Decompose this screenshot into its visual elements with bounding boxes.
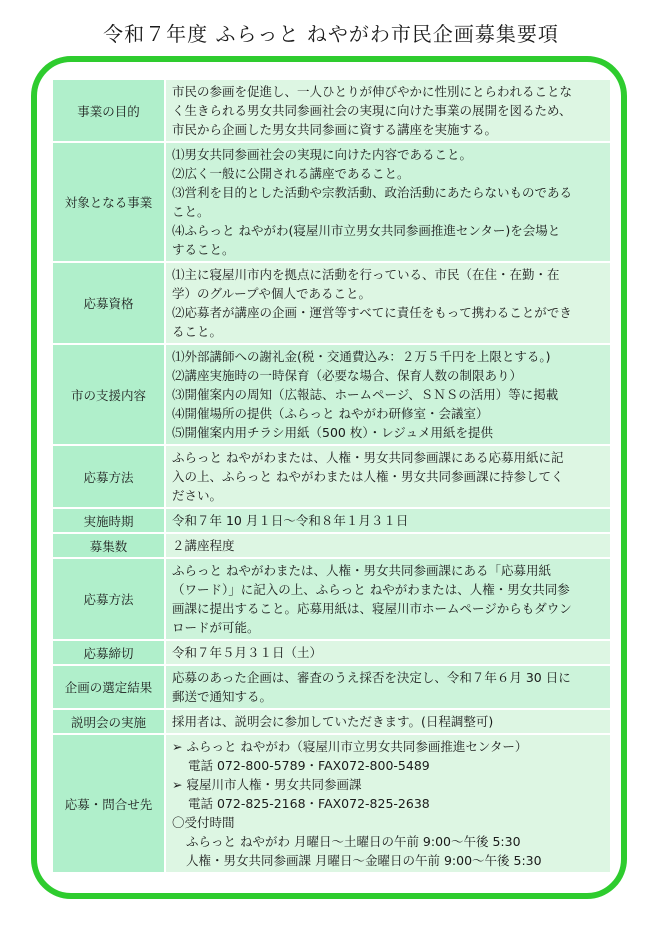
content-line: ⑴男女共同参画社会の実現に向けた内容であること。: [172, 147, 473, 162]
guidelines-table: [53, 78, 610, 874]
content-line: 令和７年 10 月１日～令和８年１月３１日: [172, 513, 409, 528]
content-line: ⑵講座実施時の一時保育（必要な場合、保育人数の制限あり）: [172, 368, 523, 383]
contact-org1-tel: 電話 072-800-5789・FAX072-800-5489: [188, 758, 430, 773]
content-line: ⑶営利を目的とした活動や宗教活動、政治活動にあたらないものである: [172, 185, 573, 200]
content-line: ⑶開催案内の周知（広報誌、ホームページ、ＳＮＳの活用）等に掲載: [172, 387, 559, 402]
content-line: ふらっと ねやがわまたは、人権・男女共同参画課にある応募用紙に記: [172, 450, 564, 465]
table-row: [53, 345, 610, 444]
content-line: ふらっと ねやがわまたは、人権・男女共同参画課にある「応募用紙: [172, 563, 551, 578]
content-line: ⑵応募者が講座の企画・運営等すべてに責任をもって携わることができ: [172, 305, 572, 320]
row-content: [166, 263, 610, 343]
table-row: [53, 263, 610, 343]
row-heading: 募集数: [53, 534, 166, 557]
row-content: [166, 446, 610, 507]
row-heading: 実施時期: [53, 509, 166, 532]
table-row: [53, 710, 610, 733]
content-line: 応募のあった企画は、審査のうえ採否を決定し、令和７年６月 30 日に: [172, 670, 571, 685]
content-line: ⑵広く一般に公開される講座であること。: [172, 166, 410, 181]
table-row: [53, 559, 610, 639]
content-line: 市民の参画を促進し、一人ひとりが伸びやかに性別にとらわれることな: [172, 84, 573, 99]
hours-city: 人権・男女共同参画課 月曜日～金曜日の午前 9:00～午後 5:30: [186, 853, 542, 868]
row-heading: 対象となる事業: [53, 143, 166, 261]
content-line: く生きられる男女共同参画社会の実現に向けた事業の展開を図るため、: [172, 103, 572, 118]
content-line: ⑷ふらっと ねやがわ(寝屋川市立男女共同参画推進センター)を会場と: [172, 223, 561, 238]
content-line: ださい。: [172, 488, 223, 503]
table-row-contact: [53, 735, 610, 872]
content-line: すること。: [172, 242, 235, 257]
content-line: 郵送で通知する。: [172, 689, 273, 704]
table-row: [53, 80, 610, 141]
content-line: 市民から企画した男女共同参画に資する講座を実施する。: [172, 122, 498, 137]
row-content: [166, 345, 610, 444]
content-line: 入の上、ふらっと ねやがわまたは人権・男女共同参画課に持参してく: [172, 469, 564, 484]
row-heading: 説明会の実施: [53, 710, 166, 733]
row-heading: 応募方法: [53, 446, 166, 507]
table-row: [53, 534, 610, 557]
row-content: [166, 641, 610, 664]
row-content: [166, 80, 610, 141]
content-line: 採用者は、説明会に参加していただきます。(日程調整可): [172, 714, 494, 729]
row-content: [166, 143, 610, 261]
hours-flat: ふらっと ねやがわ 月曜日～土曜日の午前 9:00～午後 5:30: [186, 834, 521, 849]
content-line: 画課に提出すること。応募用紙は、寝屋川市ホームページからもダウン: [172, 601, 572, 616]
table-row: [53, 509, 610, 532]
row-heading: 市の支援内容: [53, 345, 166, 444]
row-heading: 応募方法: [53, 559, 166, 639]
content-line: 学）のグループや個人であること。: [172, 286, 372, 301]
row-content: [166, 509, 610, 532]
table-row: [53, 143, 610, 261]
row-content: [166, 666, 610, 708]
row-heading: 応募・問合せ先: [53, 735, 166, 872]
contact-org2-tel: 電話 072-825-2168・FAX072-825-2638: [188, 796, 430, 811]
contact-org1: ➢ ふらっと ねやがわ（寝屋川市立男女共同参画推進センター）: [172, 739, 528, 754]
row-heading: 企画の選定結果: [53, 666, 166, 708]
content-line: ⑸開催案内用チラシ用紙（500 枚）・レジュメ用紙を提供: [172, 425, 494, 440]
table-row: [53, 641, 610, 664]
content-line: ること。: [172, 324, 223, 339]
content-line: こと。: [172, 204, 210, 219]
content-line: ２講座程度: [172, 538, 235, 553]
row-content: [166, 710, 610, 733]
content-line: ロードが可能。: [172, 620, 260, 635]
table-row: [53, 446, 610, 507]
content-line: （ワード）」に記入の上、ふらっと ねやがわまたは、人権・男女共同参: [172, 582, 570, 597]
row-heading: 事業の目的: [53, 80, 166, 141]
row-content: [166, 534, 610, 557]
row-heading: 応募資格: [53, 263, 166, 343]
content-line: 令和７年５月３１日（土）: [172, 645, 323, 660]
page-title: 令和７年度 ふらっと ねやがわ市民企画募集要項: [103, 22, 559, 46]
content-line: ⑴外部講師への謝礼金(税・交通費込み：２万５千円を上限とする。): [172, 349, 551, 364]
row-content: [166, 735, 610, 872]
table-row: [53, 666, 610, 708]
contact-org2: ➢ 寝屋川市人権・男女共同参画課: [172, 777, 362, 792]
row-content: [166, 559, 610, 639]
row-heading: 応募締切: [53, 641, 166, 664]
hours-title: 〇受付時間: [172, 815, 235, 830]
content-line: ⑷開催場所の提供（ふらっと ねやがわ研修室・会議室）: [172, 406, 489, 421]
content-line: ⑴主に寝屋川市内を拠点に活動を行っている、市民（在住・在勤・在: [172, 267, 560, 282]
